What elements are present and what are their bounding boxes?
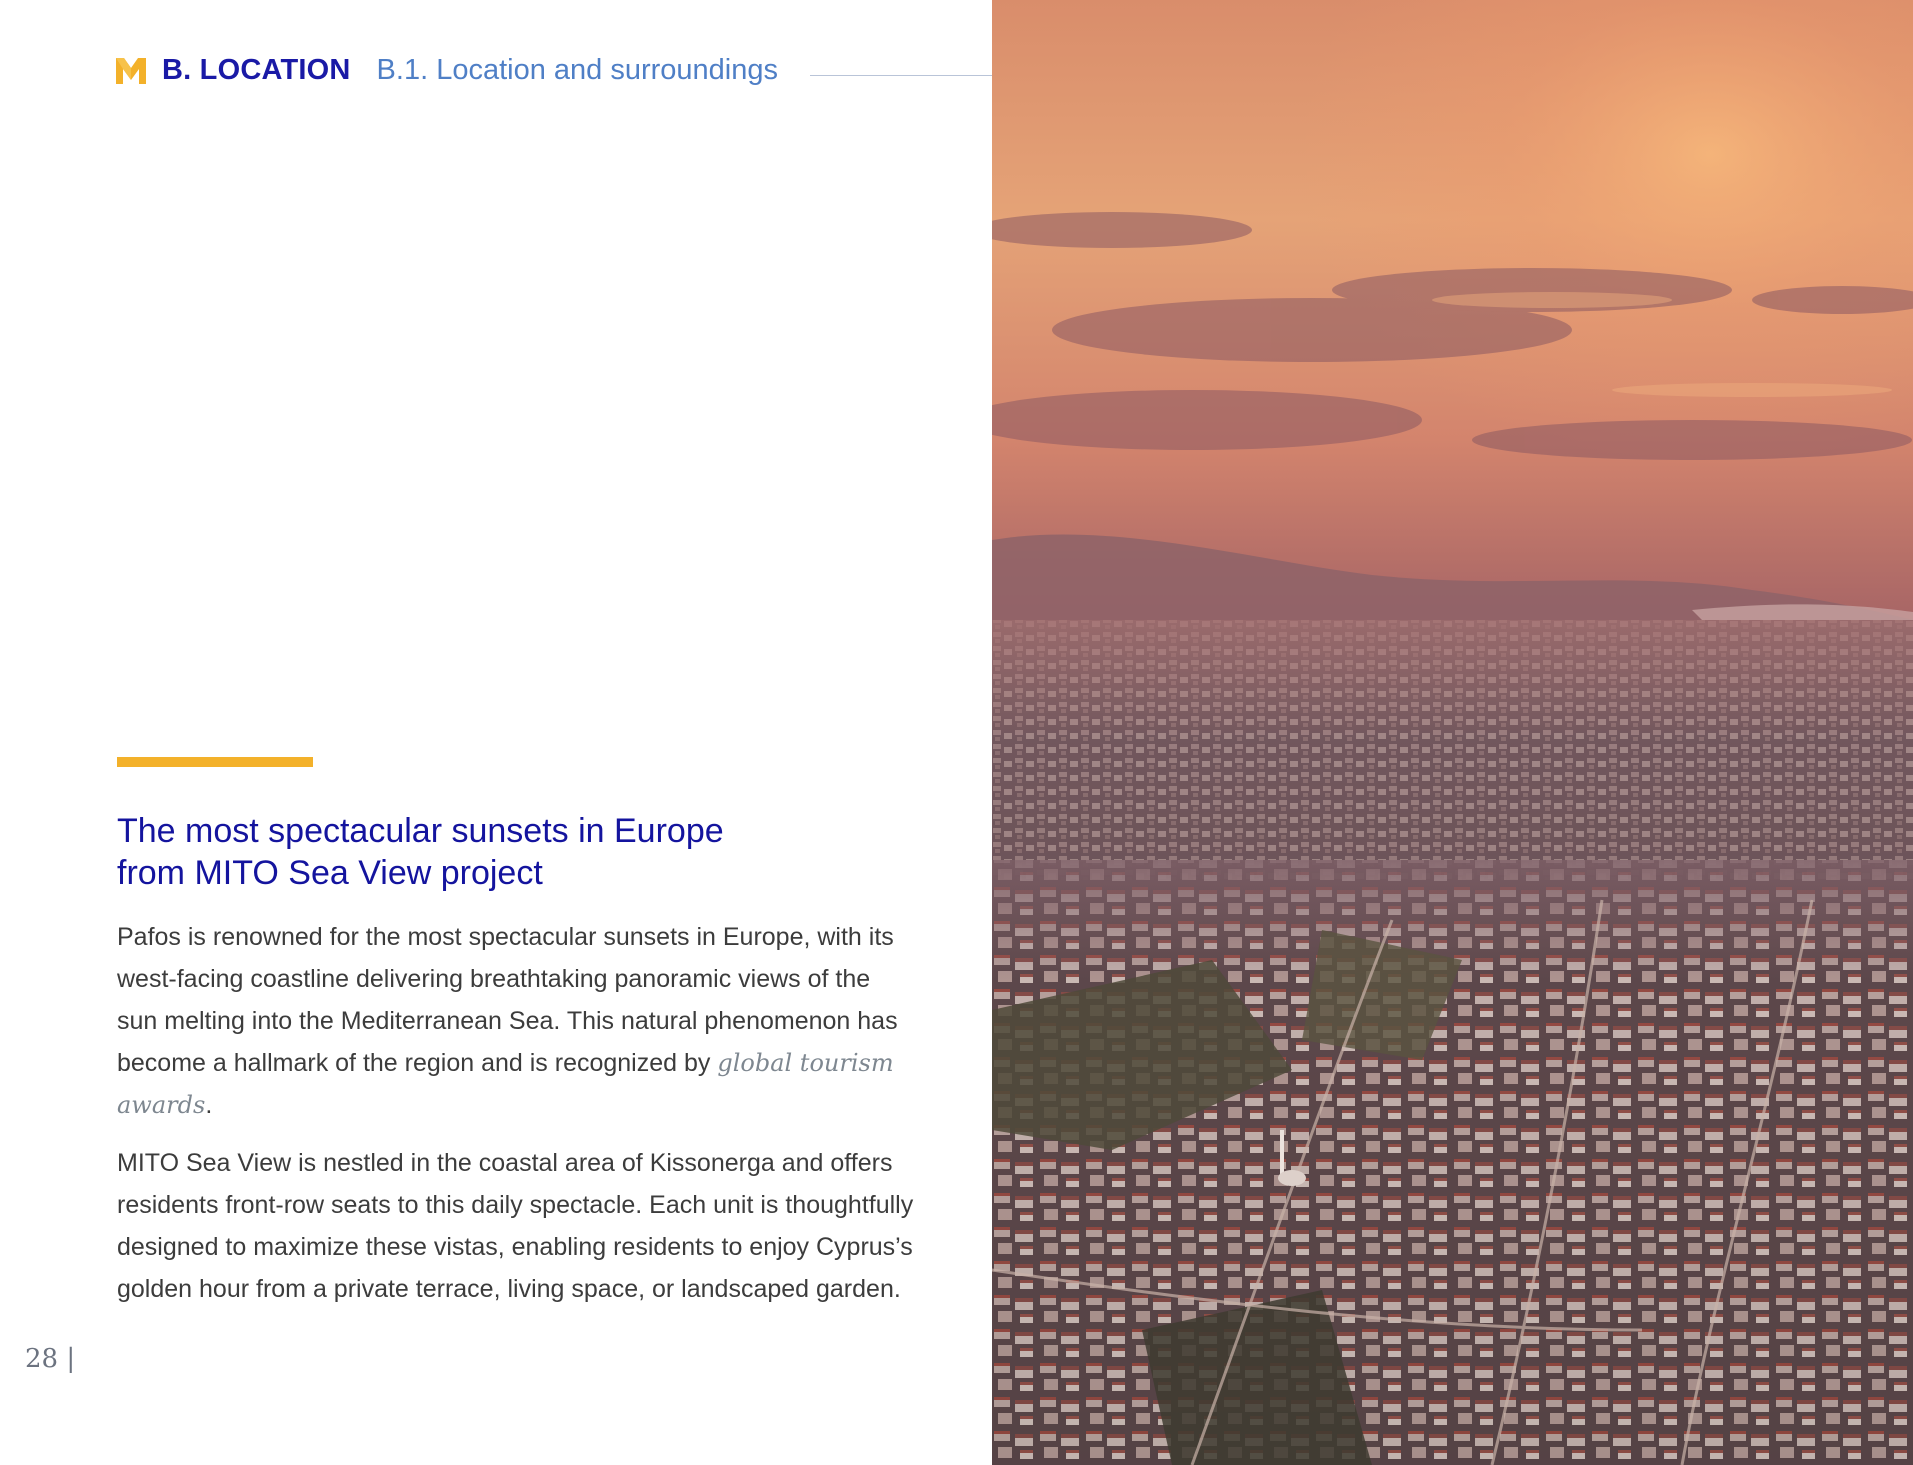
accent-bar [117,757,313,767]
heading-line-1: The most spectacular sunsets in Europe [117,812,724,850]
heading-line-2: from MITO Sea View project [117,854,543,892]
section-header [114,50,778,90]
article-heading [117,810,837,894]
page-number: 28 | [25,1344,76,1374]
paragraph-2: MITO Sea View is nestled in the coastal area of Kissonerga and offers residents front-row seats to this daily spectacle. Each unit is thoughtfully designed to maximize these vistas, enabling residents to enjoy Cyprus’s golden hour from a private terrace, living space, or landscaped garden. [117,1149,914,1303]
aerial-sunset-coastal-town-photo [992,0,1913,1465]
section-title: B. LOCATION [162,53,351,86]
mito-logo-icon [114,54,148,86]
paragraph-1-text: Pafos is renowned for the most spectacular sunsets in Europe, with its west-facing coastline delivering breathtaking panoramic views of the sun melting into the Mediterranean Sea. This natural phenomenon has become a hallmark of the region and is recognized by [117,923,898,1077]
header-divider [810,75,992,76]
subsection-title: B.1. Location and surroundings [376,53,778,86]
paragraph-1-end: . [205,1091,213,1119]
tourism-awards-emphasis: global tourism awards [117,1049,894,1119]
paragraph-1 [117,916,917,1126]
